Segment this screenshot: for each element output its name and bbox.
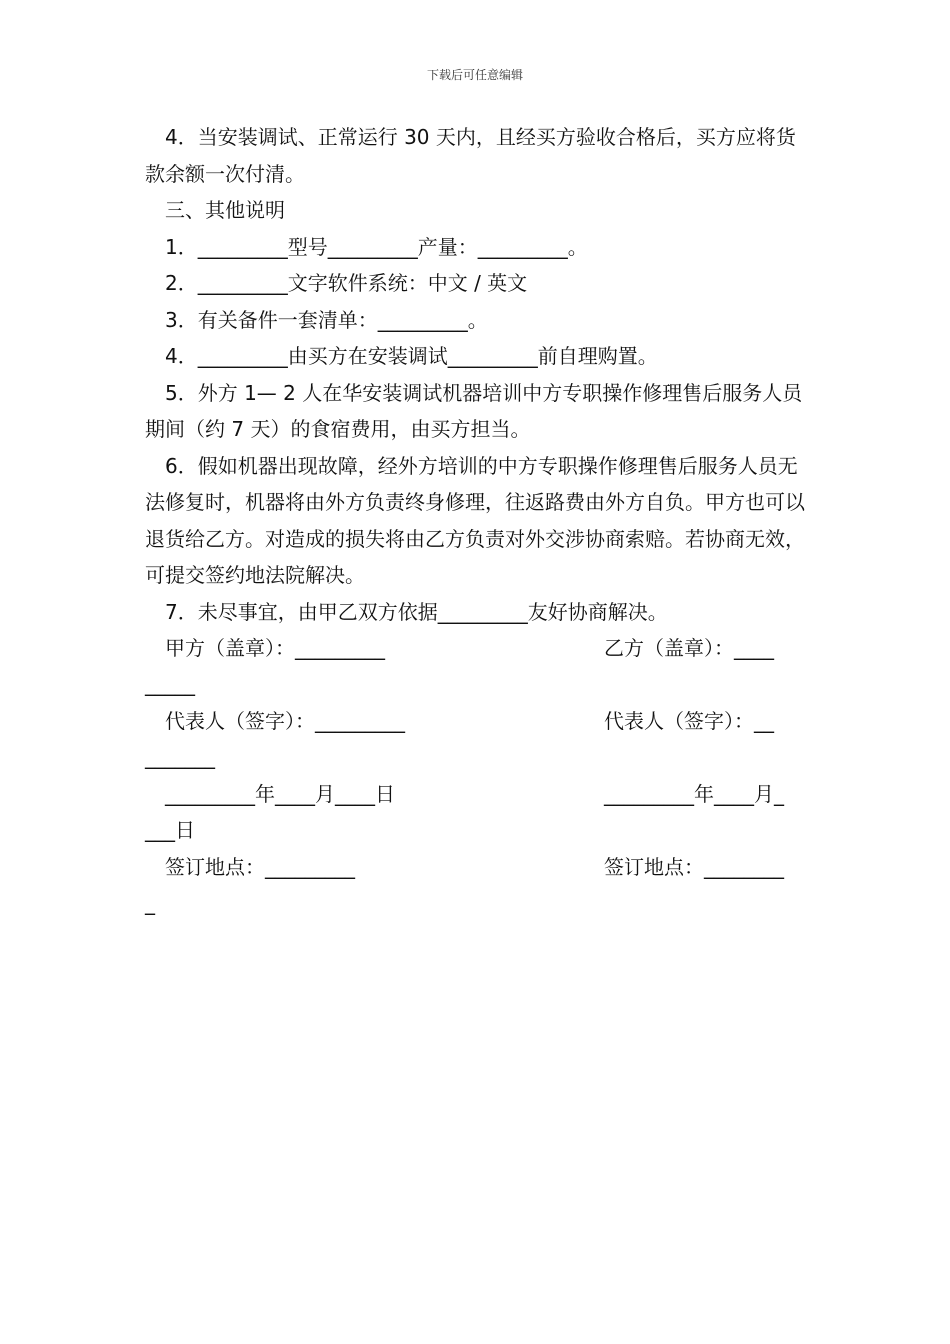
- clause-item-1: 1．_________型号_________产量：_________。: [165, 234, 588, 259]
- party-b-signing-place-field: 签订地点：________: [604, 855, 784, 879]
- seal-row: [145, 630, 807, 703]
- contract-body: [145, 119, 807, 922]
- party-b-representative-field-wrap: _______: [145, 745, 215, 769]
- party-b-date-field: _________年____月_: [604, 782, 784, 806]
- party-b-representative-field: 代表人（签字）：__: [604, 709, 774, 733]
- party-a-signing-place-field: 签订地点：_________: [165, 855, 355, 879]
- payment-clause: 4．当安装调试、正常运行 30 天内，且经买方验收合格后，买方应将货款余额一次付清。: [145, 125, 796, 186]
- party-b-seal-field: 乙方（盖章）：____: [604, 636, 774, 660]
- party-b-date-field-wrap: ___日: [145, 818, 195, 842]
- signing-place-row: [145, 849, 807, 922]
- party-a-representative-field: 代表人（签字）：_________: [165, 709, 405, 733]
- party-a-seal-field: 甲方（盖章）：_________: [165, 636, 385, 660]
- clause-item-7: 7．未尽事宜，由甲乙双方依据_________友好协商解决。: [165, 599, 668, 624]
- party-b-seal-field-wrap: _____: [145, 672, 195, 696]
- clause-item-3: 3．有关备件一套清单：_________。: [165, 307, 488, 332]
- page-header: 下载后可任意编辑: [426, 68, 523, 82]
- section-title: 三、其他说明: [165, 198, 285, 222]
- representative-row: [145, 703, 807, 776]
- clause-item-5: 5．外方 1— 2 人在华安装调试机器培训中方专职操作修理售后服务人员期间（约 7 天）的食宿费用，由买方担当。: [145, 380, 803, 441]
- clause-item-2: 2．_________文字软件系统：中文 / 英文: [165, 271, 528, 295]
- party-a-date-field: _________年____月____日: [165, 782, 395, 806]
- clause-item-4: 4．_________由买方在安装调试_________前自理购置。: [165, 344, 658, 368]
- party-b-signing-place-field-wrap: _: [145, 891, 155, 915]
- date-row: [145, 776, 807, 849]
- clause-item-6: 6．假如机器出现故障，经外方培训的中方专职操作修理售后服务人员无法修复时，机器将由外方负责终身修理，往返路费由外方自负。甲方也可以退货给乙方。对造成的损失将由乙方负责对外交涉协商索赔。若协商无效，可提交签约地法院解决。: [145, 453, 805, 587]
